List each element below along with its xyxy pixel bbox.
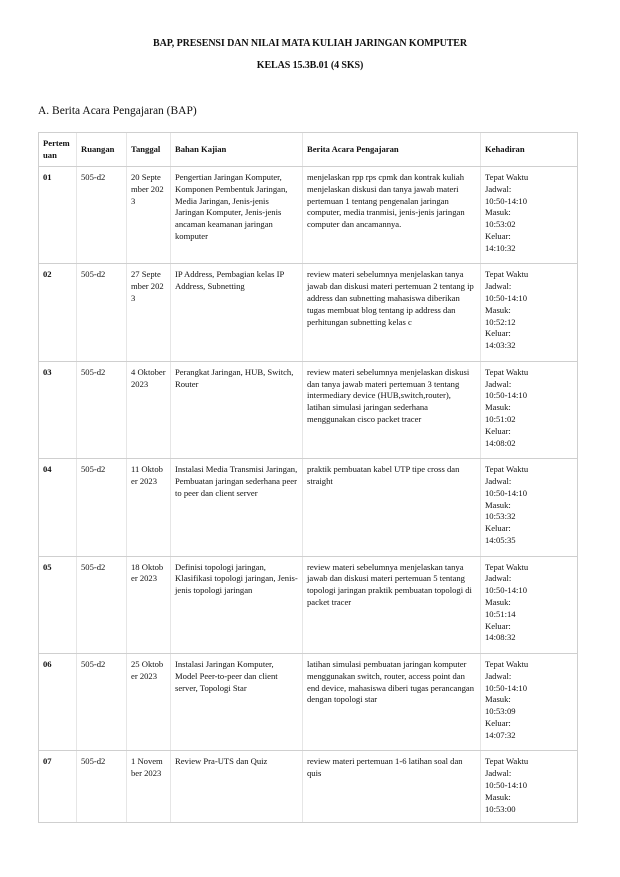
kehadiran-keluar: 14:08:32: [485, 632, 516, 643]
kehadiran-jadwal: 10:50-14:10: [485, 195, 528, 206]
cell-tanggal: 27 September 2023: [127, 264, 171, 361]
kehadiran-jadwal-label: Jadwal:: [485, 183, 512, 194]
kehadiran-status: Tepat Waktu: [485, 464, 529, 475]
cell-berita-acara: praktik pembuatan kabel UTP tipe cross dan straight: [303, 459, 481, 556]
kehadiran-masuk-label: Masuk:: [485, 304, 511, 315]
kehadiran-keluar: 14:07:32: [485, 729, 516, 740]
kehadiran-jadwal: 10:50-14:10: [485, 682, 528, 693]
kehadiran-status: Tepat Waktu: [485, 561, 529, 572]
cell-pertemuan: 07: [39, 751, 77, 823]
kehadiran-masuk-label: Masuk:: [485, 596, 511, 607]
kehadiran-jadwal: 10:50-14:10: [485, 487, 528, 498]
cell-tanggal: 4 Oktober 2023: [127, 361, 171, 458]
cell-berita-acara: review materi sebelumnya menjelaskan diskusi dan tanya jawab materi pertemuan 3 tentang intermediary device (HUB,switch,router), latihan simulasi jaringan sederhana menggunakan cisco packet tracer: [303, 361, 481, 458]
document-title: BAP, PRESENSI DAN NILAI MATA KULIAH JARINGAN KOMPUTER: [153, 38, 467, 49]
table-row: [39, 556, 578, 653]
document-subtitle: KELAS 15.3B.01 (4 SKS): [256, 60, 364, 71]
cell-kehadiran: [481, 264, 578, 361]
cell-ruangan: 505-d2: [77, 653, 127, 750]
cell-pertemuan: 06: [39, 653, 77, 750]
kehadiran-status: Tepat Waktu: [485, 172, 529, 182]
cell-bahan-kajian: Pengertian Jaringan Komputer, Komponen Pembentuk Jaringan, Media Jaringan, Jenis-jenis Jaringan Komputer, Jenis-jenis ancaman keamanan jaringan komputer: [171, 167, 303, 264]
kehadiran-masuk: 10:52:12: [485, 316, 516, 327]
cell-tanggal: 18 Oktober 2023: [127, 556, 171, 653]
kehadiran-keluar: 14:03:32: [485, 340, 516, 351]
kehadiran-keluar-label: Keluar:: [485, 328, 511, 339]
cell-kehadiran: [481, 556, 578, 653]
kehadiran-masuk-label: Masuk:: [485, 499, 511, 510]
kehadiran-jadwal-label: Jadwal:: [485, 281, 512, 292]
kehadiran-keluar: 14:08:02: [485, 437, 516, 448]
kehadiran-status: Tepat Waktu: [485, 658, 529, 669]
kehadiran-keluar-label: Keluar:: [485, 620, 511, 631]
cell-tanggal: 25 Oktober 2023: [127, 653, 171, 750]
col-header-pertemuan: Pertemuan: [39, 133, 77, 167]
kehadiran-keluar-label: Keluar:: [485, 523, 511, 534]
col-header-ruangan: Ruangan: [77, 133, 127, 167]
kehadiran-masuk-label: Masuk:: [485, 207, 511, 218]
cell-pertemuan: 02: [39, 264, 77, 361]
kehadiran-keluar-label: Keluar:: [485, 717, 511, 728]
cell-tanggal: 20 September 2023: [127, 167, 171, 264]
cell-bahan-kajian: IP Address, Pembagian kelas IP Address, Subnetting: [171, 264, 303, 361]
kehadiran-status: Tepat Waktu: [485, 269, 529, 280]
kehadiran-jadwal: 10:50-14:10: [485, 779, 528, 790]
cell-berita-acara: review materi sebelumnya menjelaskan tanya jawab dan diskusi materi pertemuan 2 tentang ip address dan subnetting mahasiswa diberikan tugas membuat blog tentang ip address dan perhitungan subnetting kelas c: [303, 264, 481, 361]
kehadiran-keluar: 14:05:35: [485, 534, 516, 545]
table-row: [39, 264, 578, 361]
cell-kehadiran: [481, 751, 578, 823]
table-row: [39, 459, 578, 556]
kehadiran-masuk: 10:53:02: [485, 219, 516, 230]
kehadiran-masuk-label: Masuk:: [485, 791, 511, 802]
kehadiran-keluar-label: Keluar:: [485, 425, 511, 436]
kehadiran-jadwal-label: Jadwal:: [485, 768, 512, 779]
kehadiran-jadwal-label: Jadwal:: [485, 475, 512, 486]
cell-kehadiran: [481, 167, 578, 264]
table-row: [39, 653, 578, 750]
kehadiran-jadwal: 10:50-14:10: [485, 292, 528, 303]
cell-ruangan: 505-d2: [77, 459, 127, 556]
kehadiran-jadwal-label: Jadwal:: [485, 573, 512, 584]
cell-bahan-kajian: Perangkat Jaringan, HUB, Switch, Router: [171, 361, 303, 458]
table-row: [39, 167, 578, 264]
kehadiran-status: Tepat Waktu: [485, 366, 529, 377]
col-header-tanggal: Tanggal: [127, 133, 171, 167]
cell-tanggal: 11 Oktober 2023: [127, 459, 171, 556]
kehadiran-jadwal-label: Jadwal:: [485, 378, 512, 389]
kehadiran-keluar-label: Keluar:: [485, 230, 511, 241]
kehadiran-masuk: 10:53:09: [485, 706, 516, 717]
cell-bahan-kajian: Review Pra-UTS dan Quiz: [171, 751, 303, 823]
cell-pertemuan: 05: [39, 556, 77, 653]
cell-kehadiran: [481, 361, 578, 458]
cell-kehadiran: [481, 459, 578, 556]
kehadiran-masuk: 10:53:00: [485, 803, 516, 814]
kehadiran-masuk: 10:53:32: [485, 511, 516, 522]
cell-tanggal: 1 November 2023: [127, 751, 171, 823]
cell-berita-acara: review materi sebelumnya menjelaskan tanya jawab dan diskusi materi pertemuan 5 tentang topologi jaringan praktik pembuatan topologi di packet tracer: [303, 556, 481, 653]
cell-ruangan: 505-d2: [77, 556, 127, 653]
bap-table: [38, 132, 578, 823]
cell-berita-acara: latihan simulasi pembuatan jaringan komputer menggunakan switch, router, access point dan end device, mahasiswa diberi tugas perancangan dengan topologi star: [303, 653, 481, 750]
cell-pertemuan: 01: [39, 167, 77, 264]
kehadiran-jadwal: 10:50-14:10: [485, 585, 528, 596]
cell-ruangan: 505-d2: [77, 361, 127, 458]
cell-bahan-kajian: Definisi topologi jaringan, Klasifikasi topologi jaringan, Jenis-jenis topologi jaringan: [171, 556, 303, 653]
cell-ruangan: 505-d2: [77, 751, 127, 823]
col-header-berita-acara: Berita Acara Pengajaran: [303, 133, 481, 167]
kehadiran-masuk: 10:51:02: [485, 413, 516, 424]
section-heading-bap: A. Berita Acara Pengajaran (BAP): [38, 105, 197, 117]
kehadiran-masuk-label: Masuk:: [485, 402, 511, 413]
col-header-bahan-kajian: Bahan Kajian: [171, 133, 303, 167]
cell-pertemuan: 03: [39, 361, 77, 458]
table-row: [39, 751, 578, 823]
cell-berita-acara: review materi pertemuan 1-6 latihan soal dan quis: [303, 751, 481, 823]
kehadiran-jadwal: 10:50-14:10: [485, 390, 528, 401]
cell-kehadiran: [481, 653, 578, 750]
cell-pertemuan: 04: [39, 459, 77, 556]
cell-berita-acara: menjelaskan rpp rps cpmk dan kontrak kuliah menjelaskan diskusi dan tanya jawab materi pertemuan 1 tentang pengenalan jaringan computer, media tranmisi, jenis-jenis jaringan computer dan ancamannya.: [303, 167, 481, 264]
kehadiran-masuk-label: Masuk:: [485, 694, 511, 705]
col-header-kehadiran: Kehadiran: [481, 133, 578, 167]
kehadiran-jadwal-label: Jadwal:: [485, 670, 512, 681]
cell-ruangan: 505-d2: [77, 264, 127, 361]
kehadiran-keluar: 14:10:32: [485, 242, 516, 253]
kehadiran-status: Tepat Waktu: [485, 756, 529, 767]
kehadiran-masuk: 10:51:14: [485, 608, 516, 619]
cell-bahan-kajian: Instalasi Media Transmisi Jaringan, Pembuatan jaringan sederhana peer to peer dan client server: [171, 459, 303, 556]
cell-ruangan: 505-d2: [77, 167, 127, 264]
cell-bahan-kajian: Instalasi Jaringan Komputer, Model Peer-to-peer dan client server, Topologi Star: [171, 653, 303, 750]
table-row: [39, 361, 578, 458]
table-header-row: [39, 133, 578, 167]
